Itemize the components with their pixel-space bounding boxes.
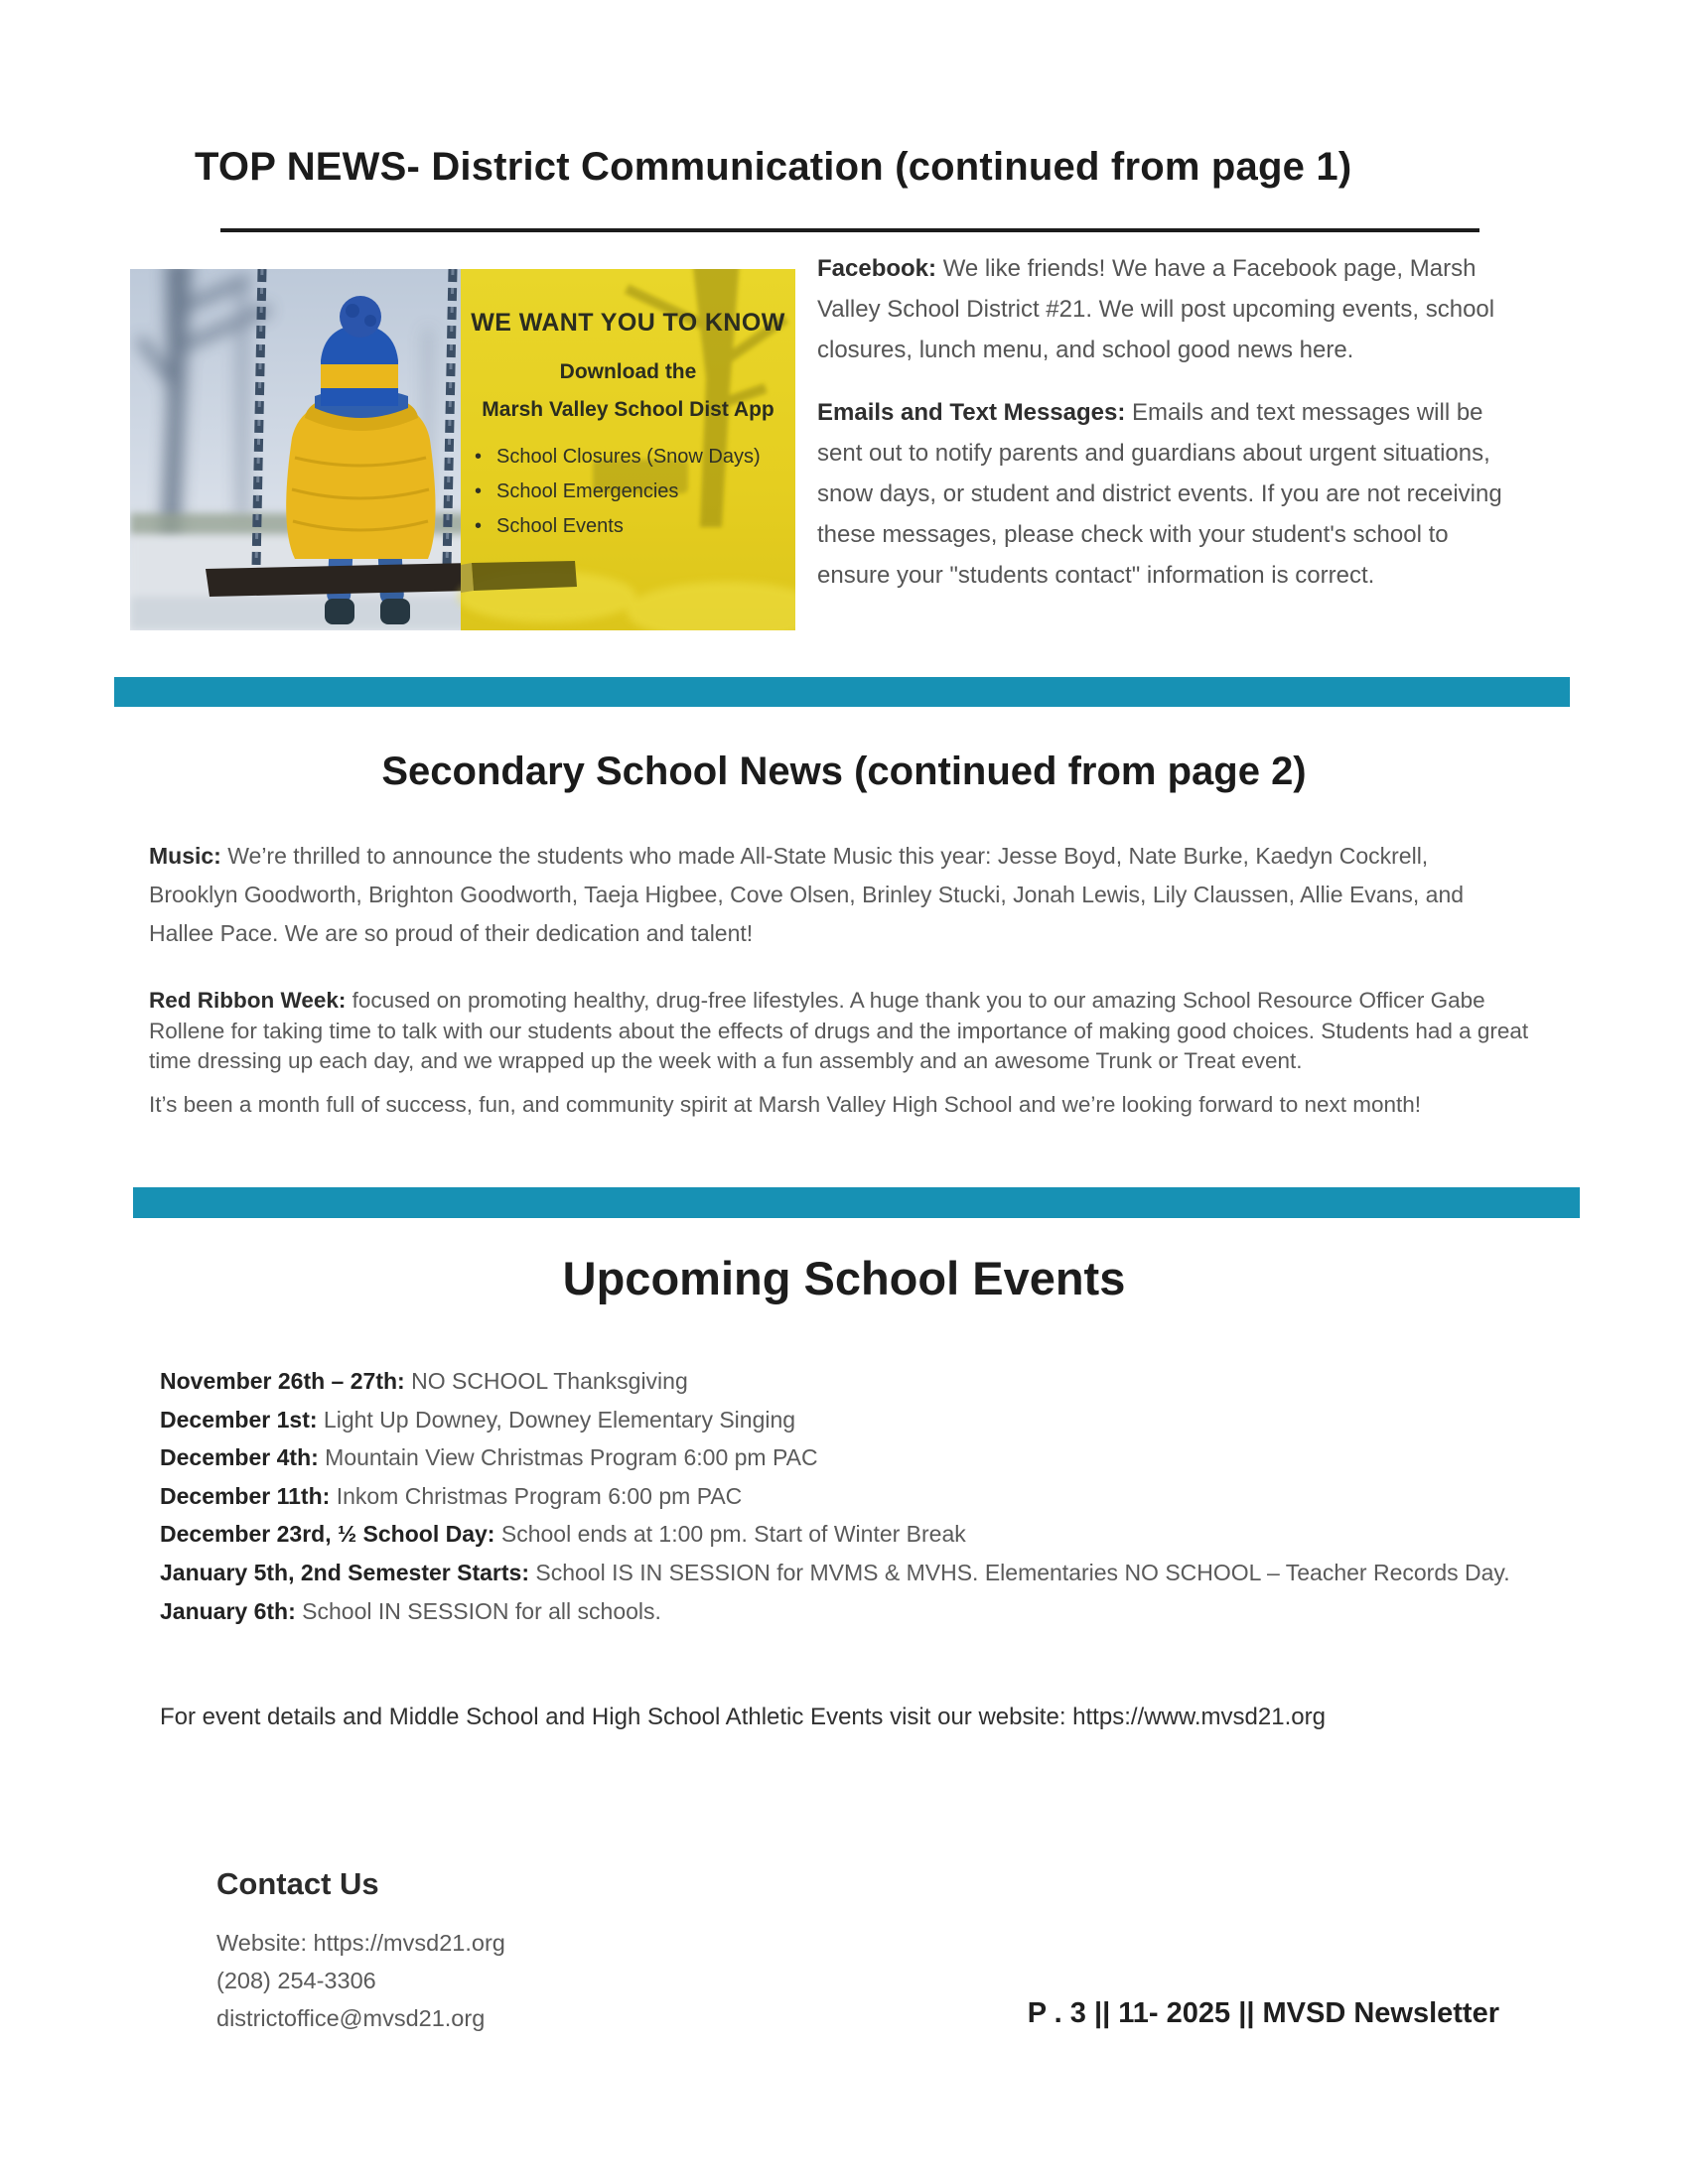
contact-website: Website: https://mvsd21.org (216, 1930, 505, 1956)
emails-label: Emails and Text Messages: (817, 399, 1126, 426)
promo-subline-1: Download the (559, 360, 697, 383)
page-title: TOP NEWS- District Communication (continued from page 1) (195, 145, 1352, 189)
music-label: Music: (149, 843, 221, 869)
page-footer: P . 3 || 11- 2025 || MVSD Newsletter (1027, 1997, 1499, 2029)
promo-panel (461, 269, 795, 630)
promo-bullet-text: School Events (496, 515, 624, 537)
swing-seat (206, 563, 474, 597)
red-ribbon-week-text: focused on promoting healthy, drug-free lifestyles. A huge thank you to our amazing School Resource Officer Gabe Rollene for taking time to talk with our students about the effects of drugs and the importance of making good choices. Students had a great time dressing up each day, and we wrapped up the week with a fun assembly and an awesome Trunk or Treat event. (149, 988, 1529, 1073)
event-item (160, 1554, 1550, 1592)
promo-bullet-item (475, 475, 761, 509)
contact-heading: Contact Us (216, 1866, 379, 1901)
secondary-news-heading: Secondary School News (continued from page 2) (381, 750, 1307, 793)
red-ribbon-week-label: Red Ribbon Week: (149, 988, 347, 1013)
contact-phone: (208) 254-3306 (216, 1968, 376, 1993)
event-item (160, 1592, 1550, 1631)
facebook-text: We like friends! We have a Facebook page, Marsh Valley School District #21. We will post upcoming events, school closures, lunch menu, and school good news here. (817, 255, 1495, 363)
event-date-label: January 5th, 2nd Semester Starts: (160, 1559, 529, 1585)
music-paragraph (149, 837, 1487, 953)
promo-subline-2: Marsh Valley School Dist App (482, 398, 774, 421)
contact-section (216, 1866, 505, 2037)
event-item (160, 1362, 1550, 1401)
events-list (160, 1362, 1550, 1630)
facebook-label: Facebook: (817, 255, 937, 282)
promo-bullet-text: School Emergencies (496, 480, 679, 502)
event-date-label: January 6th: (160, 1597, 296, 1624)
website-note: For event details and Middle School and High School Athletic Events visit our website: https://www.mvsd21.org (160, 1704, 1326, 1730)
music-text: We’re thrilled to announce the students who made All-State Music this year: Jesse Boyd, Nate Burke, Kaedyn Cockrell, Brooklyn Goodworth, Brighton Goodworth, Taeja Higbee, Cove Olsen, Brinley Stucki, Jonah Lewis, Lily Claussen, Allie Evans, and Hallee Pace. We are so proud of their dedication and talent! (149, 843, 1465, 946)
district-communication-column (817, 248, 1517, 617)
event-item (160, 1401, 1550, 1439)
event-description: NO SCHOOL Thanksgiving (404, 1368, 688, 1394)
event-description: Mountain View Christmas Program 6:00 pm PAC (318, 1444, 818, 1471)
bullet-icon: • (475, 515, 483, 537)
emails-paragraph (817, 392, 1517, 596)
event-date-label: December 1st: (160, 1406, 318, 1433)
event-description: Light Up Downey, Downey Elementary Singing (317, 1406, 796, 1433)
promo-bullet-list (475, 440, 761, 544)
emails-text: Emails and text messages will be sent out to notify parents and guardians about urgent situations, snow days, or student and district events. If you are not receiving these messages, please check with your student's school to ensure your "students contact" information is correct. (817, 399, 1502, 589)
events-heading: Upcoming School Events (562, 1252, 1126, 1304)
bullet-icon: • (475, 446, 483, 468)
promo-bullet-item (475, 440, 761, 475)
event-description: Inkom Christmas Program 6:00 pm PAC (330, 1482, 743, 1509)
hero-image (130, 269, 795, 630)
event-date-label: November 26th – 27th: (160, 1368, 405, 1394)
red-ribbon-week-paragraph (149, 986, 1531, 1077)
promo-headline: WE WANT YOU TO KNOW (471, 309, 785, 337)
event-description: School IS IN SESSION for MVMS & MVHS. Elementaries NO SCHOOL – Teacher Records Day. (528, 1559, 1510, 1585)
event-item (160, 1477, 1550, 1516)
contact-email: districtoffice@mvsd21.org (216, 2005, 486, 2031)
event-description: School IN SESSION for all schools. (295, 1597, 661, 1624)
section-divider-bar (114, 677, 1570, 707)
promo-bullet-item (475, 509, 761, 544)
event-description: School ends at 1:00 pm. Start of Winter Break (494, 1521, 966, 1548)
event-item (160, 1515, 1550, 1554)
bullet-icon: • (475, 480, 483, 502)
event-date-label: December 4th: (160, 1444, 319, 1471)
promo-bullet-text: School Closures (Snow Days) (496, 446, 761, 468)
closing-paragraph: It’s been a month full of success, fun, and community spirit at Marsh Valley High School and we’re looking forward to next month! (149, 1092, 1422, 1117)
event-date-label: December 11th: (160, 1482, 331, 1509)
event-date-label: December 23rd, ½ School Day: (160, 1521, 495, 1548)
event-item (160, 1438, 1550, 1477)
facebook-paragraph (817, 248, 1517, 370)
title-underline (220, 228, 1479, 232)
section-divider-bar (133, 1187, 1580, 1218)
